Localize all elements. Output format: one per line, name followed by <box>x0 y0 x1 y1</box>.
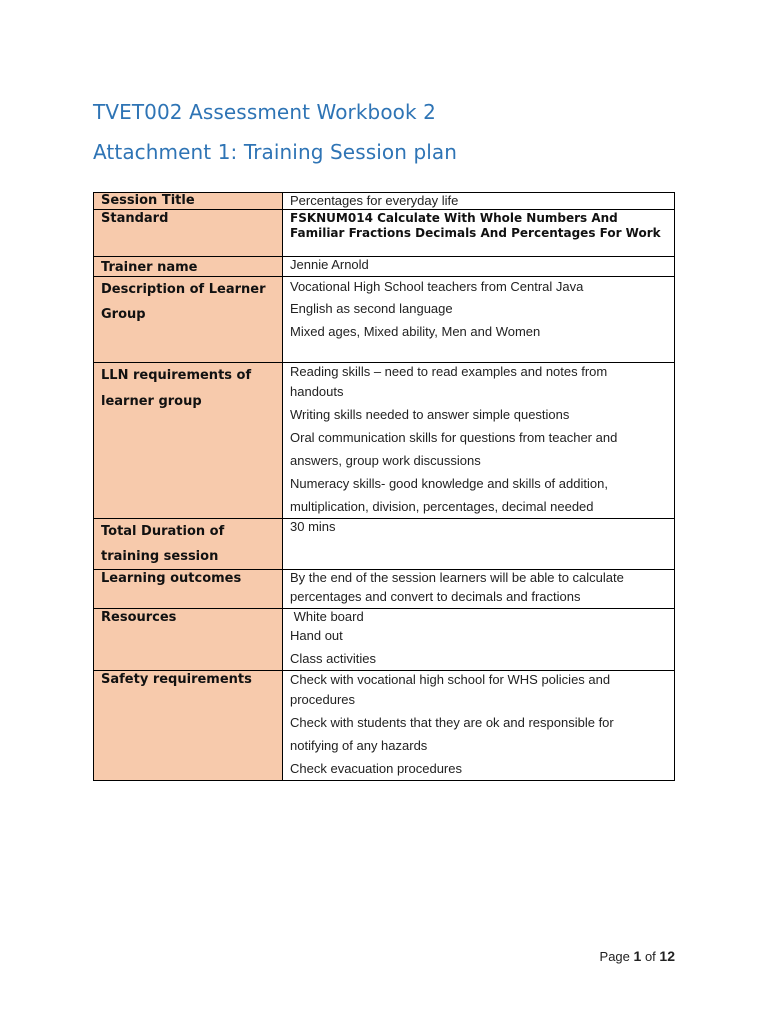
value-line: answers, group work discussions <box>290 453 481 468</box>
row-lln-requirements <box>94 363 675 519</box>
value-line: Jennie Arnold <box>290 257 369 272</box>
row-resources <box>94 609 675 671</box>
value-line: Mixed ages, Mixed ability, Men and Women <box>290 324 541 339</box>
label-total-duration: Total Duration of training session <box>94 519 283 570</box>
page-number <box>600 948 675 964</box>
row-standard <box>94 210 675 257</box>
label-standard: Standard <box>94 210 283 257</box>
value-line: Class activities <box>290 651 376 666</box>
value-total-duration <box>283 519 675 570</box>
page-current: 1 <box>633 948 642 964</box>
value-line: Reading skills – need to read examples and notes from <box>290 364 608 379</box>
value-line: English as second language <box>290 301 453 316</box>
page-label: Page <box>599 949 630 964</box>
value-line: notifying of any hazards <box>290 738 428 753</box>
value-learner-group <box>283 277 675 363</box>
value-trainer-name <box>283 257 675 277</box>
value-line: White board <box>290 609 364 624</box>
value-line: Numeracy skills- good knowledge and skills of addition, <box>290 476 608 491</box>
value-line: FSKNUM014 Calculate With Whole Numbers And <box>290 211 618 225</box>
label-session-title: Session Title <box>94 193 283 210</box>
document-title: TVET002 Assessment Workbook 2 <box>93 100 436 124</box>
value-standard <box>283 210 675 257</box>
row-learning-outcomes <box>94 570 675 609</box>
value-line: percentages and convert to decimals and fractions <box>290 589 581 604</box>
value-line: handouts <box>290 384 344 399</box>
session-plan-table <box>93 192 675 781</box>
value-line: multiplication, division, percentages, decimal needed <box>290 499 594 514</box>
value-line: Oral communication skills for questions from teacher and <box>290 430 618 445</box>
label-resources: Resources <box>94 609 283 671</box>
value-line: Check with vocational high school for WHS policies and <box>290 672 611 687</box>
value-line: Vocational High School teachers from Central Java <box>290 279 584 294</box>
value-line: Check evacuation procedures <box>290 761 462 776</box>
value-line: Hand out <box>290 628 343 643</box>
value-line: By the end of the session learners will be able to calculate <box>290 570 624 585</box>
label-lln-requirements: LLN requirements of learner group <box>94 363 283 519</box>
attachment-title: Attachment 1: Training Session plan <box>93 140 458 164</box>
value-line: Check with students that they are ok and responsible for <box>290 715 614 730</box>
label-learning-outcomes: Learning outcomes <box>94 570 283 609</box>
value-session-title <box>283 193 675 210</box>
value-safety-requirements <box>283 671 675 781</box>
row-total-duration <box>94 519 675 570</box>
label-safety-requirements: Safety requirements <box>94 671 283 781</box>
page-total: 12 <box>659 948 675 964</box>
value-resources <box>283 609 675 671</box>
value-line: 30 mins <box>290 519 336 534</box>
row-safety-requirements <box>94 671 675 781</box>
value-learning-outcomes <box>283 570 675 609</box>
value-line: Writing skills needed to answer simple questions <box>290 407 570 422</box>
value-line: Percentages for everyday life <box>290 193 459 208</box>
page-of: of <box>644 949 656 964</box>
value-lln-requirements <box>283 363 675 519</box>
row-session-title <box>94 193 675 210</box>
label-trainer-name: Trainer name <box>94 257 283 277</box>
value-line: procedures <box>290 692 356 707</box>
label-learner-group: Description of Learner Group <box>94 277 283 363</box>
value-line: Familiar Fractions Decimals And Percentages For Work <box>290 226 661 240</box>
row-trainer-name <box>94 257 675 277</box>
row-learner-group <box>94 277 675 363</box>
